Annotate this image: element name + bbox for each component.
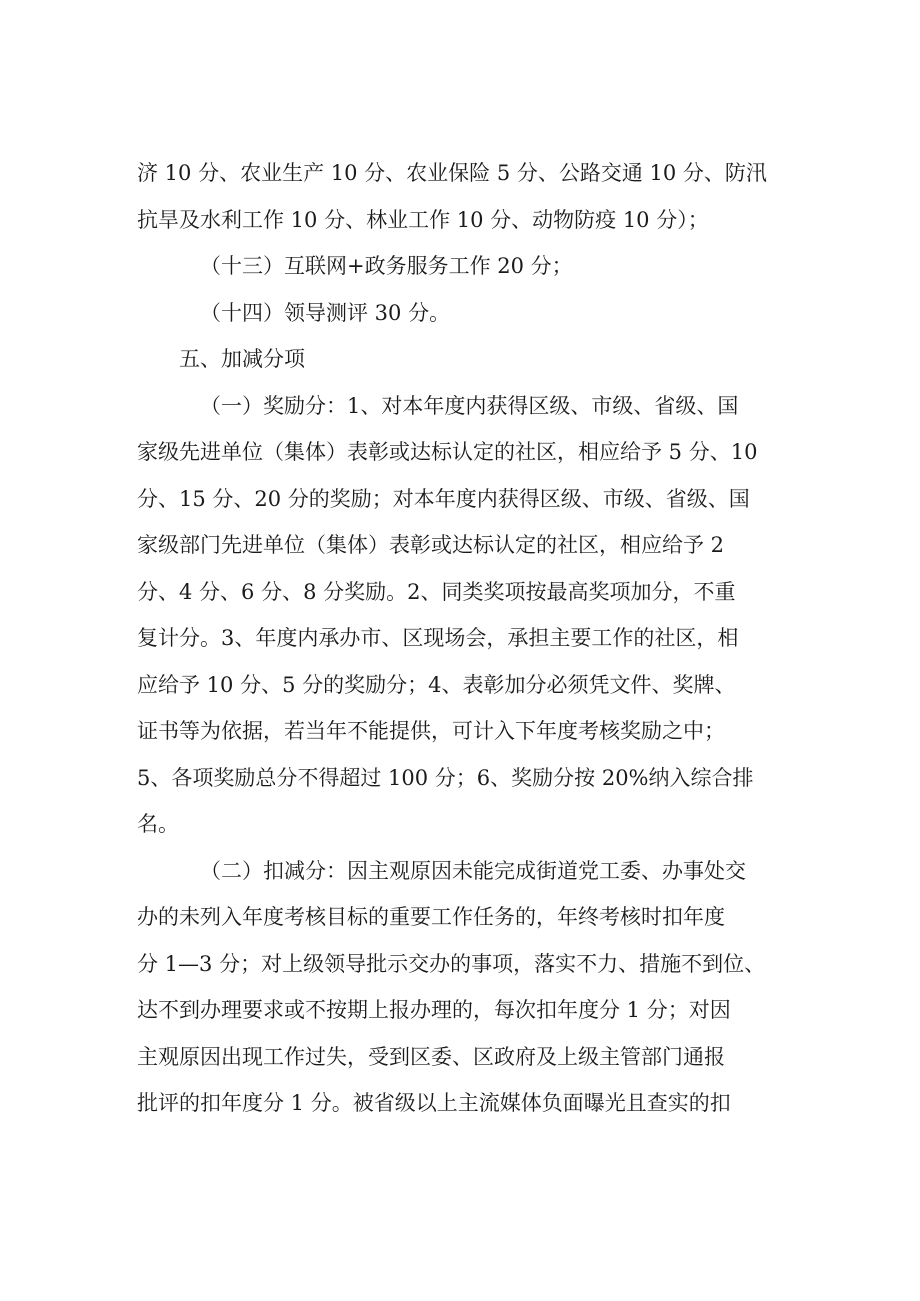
- text-line: 抗旱及水利工作 10 分、林业工作 10 分、动物防疫 10 分）；: [137, 207, 709, 232]
- text-line: 批评的扣年度分 1 分。被省级以上主流媒体负面曝光且查实的扣: [137, 1091, 731, 1115]
- text-line: 分、15 分、20 分的奖励；对本年度内获得区级、市级、省级、国: [137, 486, 750, 511]
- text-line: （二）扣减分：因主观原因未能完成街道党工委、办事处交: [200, 858, 746, 883]
- text-line: （一）奖励分：1、对本年度内获得区级、市级、省级、国: [200, 393, 739, 418]
- paragraph-item-13: [137, 243, 787, 290]
- text-line: （十三）互联网+政务服务工作 20 分；: [200, 254, 573, 278]
- text-line: 家级先进单位（集体）表彰或达标认定的社区，相应给予 5 分、10: [137, 440, 758, 464]
- text-line: 主观原因出现工作过失，受到区委、区政府及上级主管部门通报: [137, 1044, 725, 1069]
- text-line: （十四）领导测评 30 分。: [200, 300, 451, 325]
- text-line: 达不到办理要求或不按期上报办理的，每次扣年度分 1 分；对因: [137, 998, 731, 1022]
- text-line: 济 10 分、农业生产 10 分、农业保险 5 分、公路交通 10 分、防汛: [137, 161, 767, 185]
- text-line: 分、4 分、6 分、8 分奖励。2、同类奖项按最高奖项加分，不重: [137, 579, 736, 604]
- paragraph-continuation: [137, 150, 787, 243]
- text-line: 证书等为依据，若当年不能提供，可计入下年度考核奖励之中；: [137, 719, 725, 743]
- paragraph-item-14: [137, 290, 787, 337]
- text-line: 复计分。3、年度内承办市、区现场会，承担主要工作的社区，相: [137, 626, 739, 650]
- text-line: 家级部门先进单位（集体）表彰或达标认定的社区，相应给予 2: [137, 533, 725, 557]
- text-line: 应给予 10 分、5 分的奖励分；4、表彰加分必须凭文件、奖牌、: [137, 672, 736, 697]
- text-line: 五、加减分项: [179, 347, 305, 371]
- text-line: 5、各项奖励总分不得超过 100 分；6、奖励分按 20%纳入综合排: [137, 765, 754, 790]
- text-line: 办的未列入年度考核目标的重要工作任务的，年终考核时扣年度: [137, 905, 725, 929]
- text-line: 分 1—3 分；对上级领导批示交办的事项，落实不力、措施不到位、: [137, 951, 766, 976]
- paragraph-bonus: [137, 383, 787, 848]
- document-body: [137, 150, 787, 1127]
- paragraph-deduction: [137, 848, 787, 1127]
- section-heading-5: [137, 336, 787, 383]
- text-line: 名。: [137, 812, 179, 836]
